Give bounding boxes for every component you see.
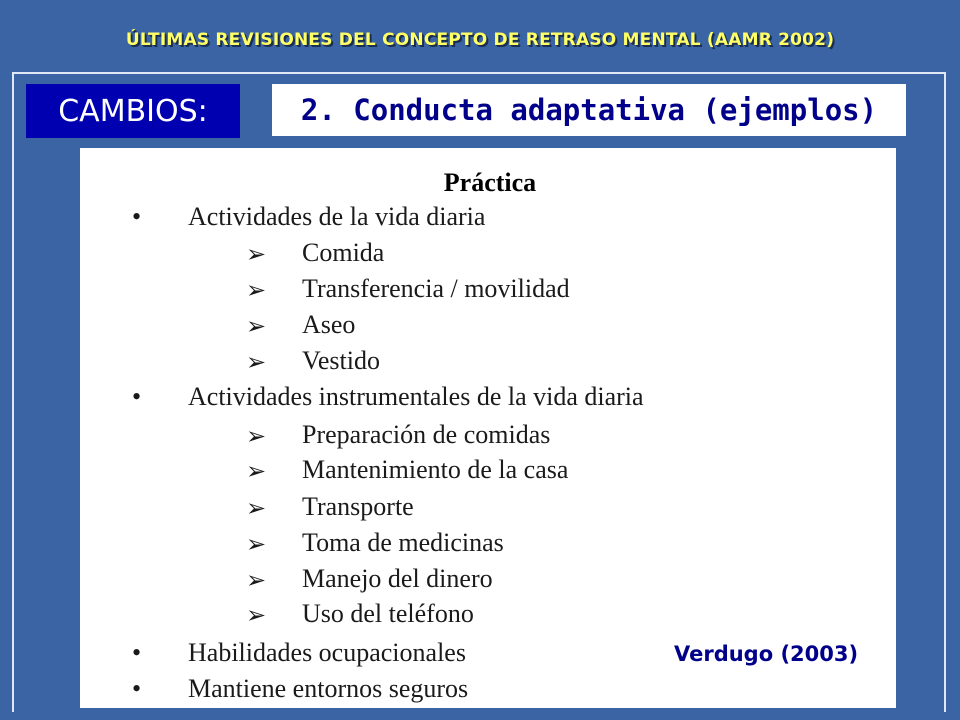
bullet-icon: • bbox=[132, 382, 142, 411]
arrow-icon: ➢ bbox=[246, 350, 267, 376]
list-item: Preparación de comidas bbox=[302, 420, 551, 449]
arrow-icon: ➢ bbox=[246, 459, 267, 485]
list-item: Uso del teléfono bbox=[302, 599, 474, 628]
arrow-icon: ➢ bbox=[246, 496, 267, 522]
citation: Verdugo (2003) bbox=[674, 642, 859, 666]
list-item: Transferencia / movilidad bbox=[302, 274, 570, 303]
arrow-icon: ➢ bbox=[246, 242, 267, 268]
list-item: Actividades de la vida diaria bbox=[188, 202, 486, 231]
cambios-tag bbox=[26, 84, 240, 138]
section-heading-text: 2. Conducta adaptativa (ejemplos) bbox=[300, 93, 878, 127]
slide-top-title: ÚLTIMAS REVISIONES DEL CONCEPTO DE RETRASO MENTAL (AAMR 2002) bbox=[125, 30, 835, 50]
list-item: Vestido bbox=[302, 346, 380, 375]
list-item: Mantiene entornos seguros bbox=[188, 674, 469, 703]
document-image bbox=[80, 148, 896, 708]
list-item: Habilidades ocupacionales bbox=[188, 638, 466, 667]
arrow-icon: ➢ bbox=[246, 314, 267, 340]
list-item: Actividades instrumentales de la vida diaria bbox=[188, 382, 644, 411]
list-item: Manejo del dinero bbox=[302, 564, 493, 593]
list-item: Aseo bbox=[302, 310, 356, 339]
arrow-icon: ➢ bbox=[246, 568, 267, 594]
bullet-icon: • bbox=[132, 638, 142, 667]
arrow-icon: ➢ bbox=[246, 603, 267, 629]
list-item: Mantenimiento de la casa bbox=[302, 455, 569, 484]
bullet-icon: • bbox=[132, 202, 142, 231]
list-item: Transporte bbox=[302, 492, 414, 521]
arrow-icon: ➢ bbox=[246, 424, 267, 450]
arrow-icon: ➢ bbox=[246, 532, 267, 558]
arrow-icon: ➢ bbox=[246, 278, 267, 304]
list-item: Comida bbox=[302, 238, 385, 267]
document-title: Práctica bbox=[443, 168, 537, 197]
bullet-icon: • bbox=[132, 674, 142, 703]
list-item: Toma de medicinas bbox=[302, 528, 504, 557]
section-heading bbox=[272, 84, 906, 136]
cambios-label: CAMBIOS: bbox=[58, 93, 208, 129]
